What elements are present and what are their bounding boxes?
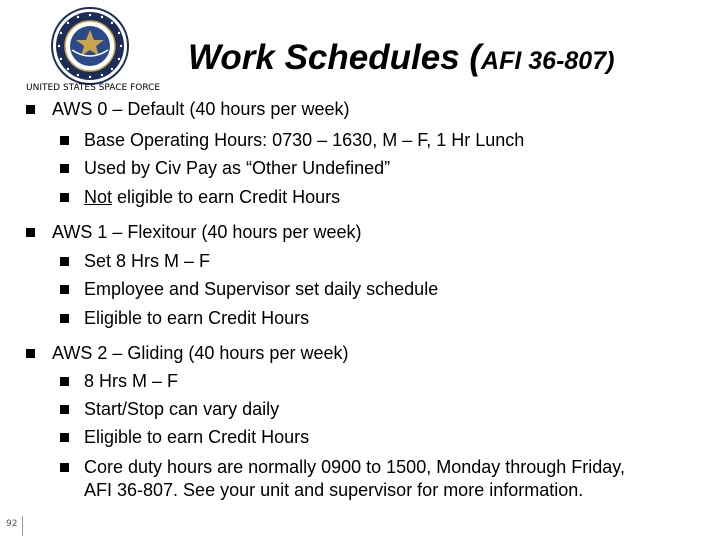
list-item <box>84 398 279 420</box>
schedule-item-aws0 <box>52 98 349 120</box>
organization-name: UNITED STATES SPACE FORCE <box>26 83 161 93</box>
list-item-text: Start/Stop can vary daily <box>84 399 280 419</box>
footer-divider <box>22 516 23 536</box>
list-item-text: Core duty hours are normally 0900 to 1500, Monday through Friday, <box>84 457 625 477</box>
bullet-icon <box>60 433 69 442</box>
schedule-item-aws1 <box>52 221 361 243</box>
list-item <box>84 370 178 392</box>
list-item <box>84 129 524 151</box>
schedule-label: AWS 2 – Gliding (40 hours per week) <box>52 343 349 363</box>
bullet-icon <box>60 193 69 202</box>
bullet-icon <box>60 377 69 386</box>
bullet-icon <box>60 257 69 266</box>
bullet-icon <box>60 285 69 294</box>
schedule-label: AWS 0 – Default (40 hours per week) <box>52 99 350 119</box>
list-item <box>84 157 390 179</box>
list-item-text: Base Operating Hours: 0730 – 1630, M – F, 1 Hr Lunch <box>84 130 525 150</box>
list-item <box>84 250 210 272</box>
list-item <box>84 186 340 208</box>
list-item <box>84 426 309 448</box>
page-number: 92 <box>6 519 18 529</box>
list-item-continuation: AFI 36-807. See your unit and supervisor for more information. <box>84 480 584 500</box>
list-item-text: Employee and Supervisor set daily schedule <box>84 279 439 299</box>
list-item <box>84 456 625 478</box>
list-item-text: eligible to earn Credit Hours <box>112 187 341 207</box>
bullet-icon <box>60 405 69 414</box>
bullet-icon <box>60 314 69 323</box>
list-item-text: Eligible to earn Credit Hours <box>84 427 310 447</box>
bullet-icon <box>26 349 35 358</box>
list-item-text: 8 Hrs M – F <box>84 371 179 391</box>
list-item-text: Eligible to earn Credit Hours <box>84 308 310 328</box>
schedule-item-aws2 <box>52 342 348 364</box>
schedule-label: AWS 1 – Flexitour (40 hours per week) <box>52 222 362 242</box>
list-item <box>84 278 438 300</box>
bullet-icon <box>26 228 35 237</box>
list-item <box>84 307 309 329</box>
emphasis-not: Not <box>84 187 113 207</box>
list-item-text: Set 8 Hrs M – F <box>84 251 211 271</box>
bullet-icon <box>26 105 35 114</box>
list-item-text: Used by Civ Pay as “Other Undefined” <box>84 158 391 178</box>
title-reference: AFI 36-807) <box>481 47 615 75</box>
bullet-icon <box>60 463 69 472</box>
bullet-icon <box>60 136 69 145</box>
bullet-icon <box>60 164 69 173</box>
title-main: Work Schedules ( <box>188 38 482 77</box>
